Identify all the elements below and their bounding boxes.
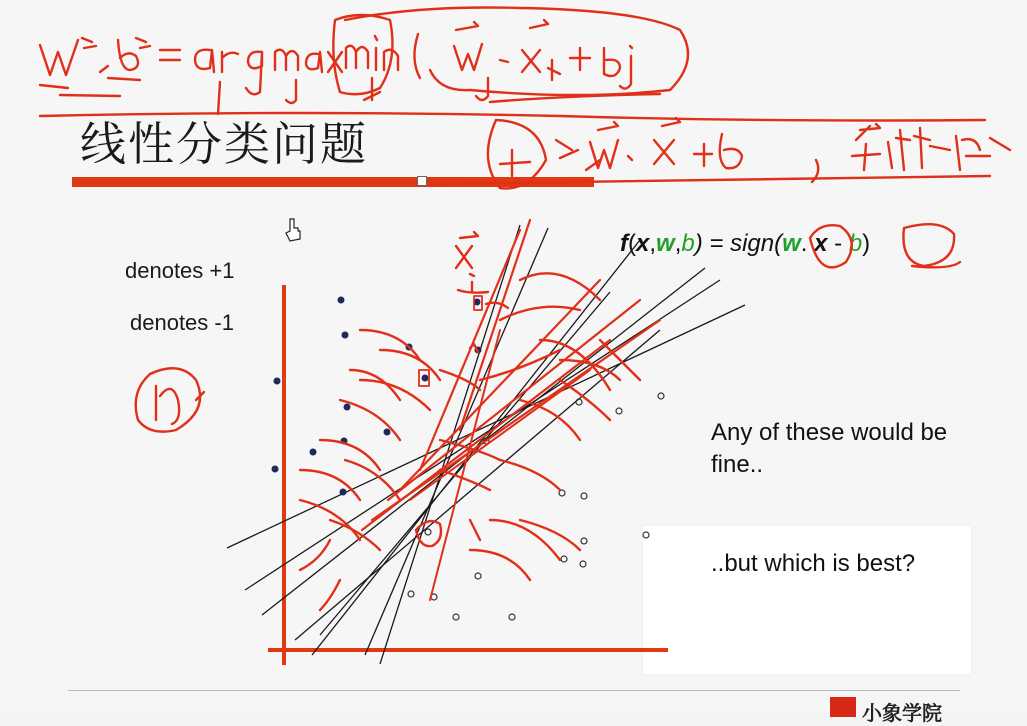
page-title: 线性分类问题 xyxy=(80,117,368,171)
data-point xyxy=(344,404,351,411)
data-point xyxy=(658,393,664,399)
data-point xyxy=(580,561,586,567)
data-point xyxy=(475,573,481,579)
data-point xyxy=(576,399,582,405)
legend-negative-label: denotes -1 xyxy=(130,310,234,335)
data-point xyxy=(581,493,587,499)
data-point xyxy=(561,556,567,562)
data-point xyxy=(272,466,279,473)
data-point xyxy=(310,449,317,456)
data-point xyxy=(643,532,649,538)
footer-logo: 小象学院 xyxy=(830,697,960,711)
classifier-formula: f(x,w,b) = sign(w. x - b) xyxy=(620,230,871,257)
data-point xyxy=(342,332,349,339)
data-point xyxy=(425,529,431,535)
note-any-fine: Any of these would be fine.. xyxy=(711,419,948,478)
data-point xyxy=(338,297,345,304)
data-point xyxy=(581,538,587,544)
data-point xyxy=(616,408,622,414)
data-point xyxy=(274,378,281,385)
data-point xyxy=(384,429,391,436)
negative-points xyxy=(408,393,664,620)
data-point xyxy=(422,375,429,382)
hand-pointer-icon xyxy=(286,219,300,241)
legend-positive-label: denotes +1 xyxy=(125,258,235,283)
handwritten-annotations xyxy=(40,8,1010,611)
data-point xyxy=(340,489,347,496)
data-point xyxy=(509,614,515,620)
data-point xyxy=(453,614,459,620)
data-point xyxy=(408,591,414,597)
note-which-best: ..but which is best? xyxy=(711,550,916,577)
